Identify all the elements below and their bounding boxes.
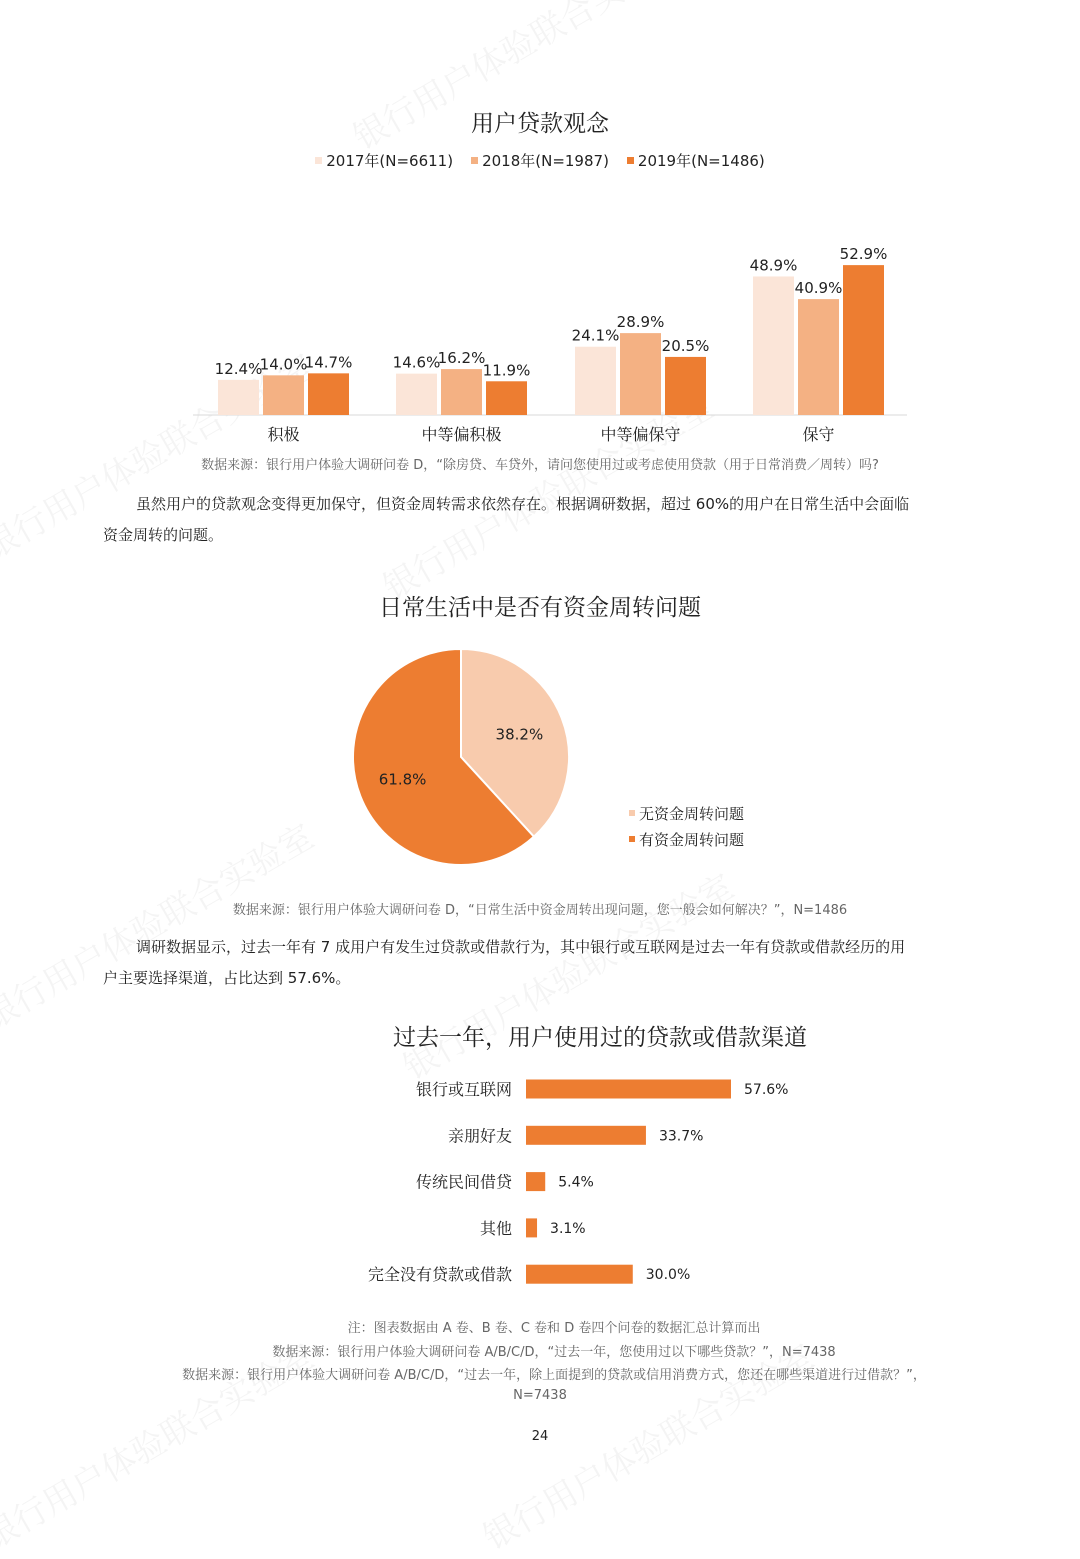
legend-label: 有资金周转问题 [639, 831, 745, 849]
data-label: 3.1% [550, 1220, 586, 1237]
pie-chart-title: 日常生活中是否有资金周转问题 [379, 595, 701, 621]
data-label: 33.7% [658, 1128, 704, 1145]
channel-chart-note: 注：图表数据由 A 卷、B 卷、C 卷和 D 卷四个问卷的数据汇总计算而出 [347, 1321, 761, 1336]
data-label: 30.0% [645, 1267, 691, 1284]
category-label: 其他 [479, 1218, 512, 1238]
category-label: 积极 [267, 425, 300, 444]
loan-chart-title: 用户贷款观念 [471, 111, 609, 137]
data-label: 11.9% [482, 361, 531, 380]
bar [441, 369, 482, 415]
loan-bar-chart [0, 190, 1080, 450]
paragraph-2-line-1: 调研数据显示，过去一年有 7 成用户有发生过贷款或借款行为，其中银行或互联网是过去一年有贷款或借款经历的用 [136, 938, 906, 956]
legend-swatch [471, 157, 478, 164]
legend-item-2018 [471, 150, 609, 171]
watermark [0, 810, 321, 1039]
pie-label: 61.8% [378, 770, 427, 789]
data-label: 24.1% [571, 326, 620, 345]
legend-label: 2017年(N=6611) [326, 152, 454, 170]
channel-chart-source-1: 数据来源：银行用户体验大调研问卷 A/B/C/D，“过去一年，您使用过以下哪些贷款？”，N=7438 [272, 1345, 836, 1360]
data-label: 16.2% [437, 349, 486, 368]
bar [263, 375, 304, 415]
paragraph-2-line-2: 户主要选择渠道，占比达到 57.6%。 [103, 969, 351, 987]
category-label: 银行或互联网 [415, 1080, 512, 1099]
bar [526, 1265, 633, 1284]
data-label: 12.4% [214, 359, 263, 378]
loan-chart-source: 数据来源：银行用户体验大调研问卷 D，“除房贷、车贷外，请问您使用过或考虑使用贷款（用于日常消费／周转）吗? [201, 458, 879, 473]
paragraph-1-line-2: 资金周转的问题。 [103, 526, 224, 544]
data-label: 28.9% [616, 313, 665, 332]
data-label: 14.7% [304, 353, 353, 372]
channel-chart-source-2: 数据来源：银行用户体验大调研问卷 A/B/C/D，“过去一年，除上面提到的贷款或信用消费方式，您还在哪些渠道进行过借款？”， [182, 1368, 926, 1383]
data-label: 14.6% [392, 353, 441, 372]
bar [843, 265, 884, 415]
legend-label: 2018年(N=1987) [482, 152, 609, 170]
channel-bar-chart [300, 1070, 900, 1300]
category-label: 完全没有贷款或借款 [367, 1265, 512, 1285]
legend-item-2017 [315, 150, 453, 171]
bar [526, 1218, 537, 1237]
legend-item-2019 [627, 150, 765, 171]
legend-swatch [629, 810, 635, 816]
paragraph-1-line-1: 虽然用户的贷款观念变得更加保守，但资金周转需求依然存在。根据调研数据，超过 60%的用户在日常生活中会面临 [136, 495, 910, 513]
channel-chart-title: 过去一年，用户使用过的贷款或借款渠道 [393, 1025, 807, 1051]
bar [308, 373, 349, 415]
data-label: 40.9% [794, 279, 843, 298]
bar [575, 347, 616, 415]
category-label: 中等偏保守 [600, 425, 681, 444]
channel-chart-source-2-cont: N=7438 [513, 1388, 567, 1403]
bar [753, 276, 794, 415]
bar [396, 374, 437, 415]
data-label: 52.9% [839, 245, 888, 264]
legend-label: 2019年(N=1486) [637, 152, 765, 170]
category-label: 中等偏积极 [421, 425, 502, 444]
category-label: 保守 [802, 425, 835, 444]
data-label: 48.9% [749, 256, 798, 275]
page-number: 24 [531, 1429, 549, 1444]
legend-swatch [315, 157, 322, 164]
bar [526, 1126, 646, 1145]
category-label: 亲朋好友 [447, 1126, 512, 1146]
data-label: 14.0% [259, 355, 308, 374]
paragraph-1 [103, 489, 983, 551]
data-label: 57.6% [744, 1082, 789, 1098]
bar [526, 1080, 731, 1099]
bar [526, 1172, 545, 1191]
data-label: 20.5% [661, 336, 710, 355]
bar [665, 357, 706, 415]
bar [218, 380, 259, 415]
pie-label: 38.2% [495, 725, 544, 744]
legend-swatch [629, 836, 635, 842]
bar [486, 381, 527, 415]
pie-chart-source: 数据来源：银行用户体验大调研问卷 D，“日常生活中资金周转出现问题，您一般会如何解决？”，N=1486 [232, 903, 848, 918]
legend-swatch [627, 157, 634, 164]
loan-chart-legend [0, 150, 1080, 171]
category-label: 传统民间借贷 [415, 1172, 512, 1192]
pie-chart [330, 640, 790, 880]
paragraph-2 [103, 932, 983, 994]
data-label: 5.4% [558, 1174, 594, 1191]
legend-label: 无资金周转问题 [639, 805, 745, 823]
bar [798, 299, 839, 415]
bar [620, 333, 661, 415]
